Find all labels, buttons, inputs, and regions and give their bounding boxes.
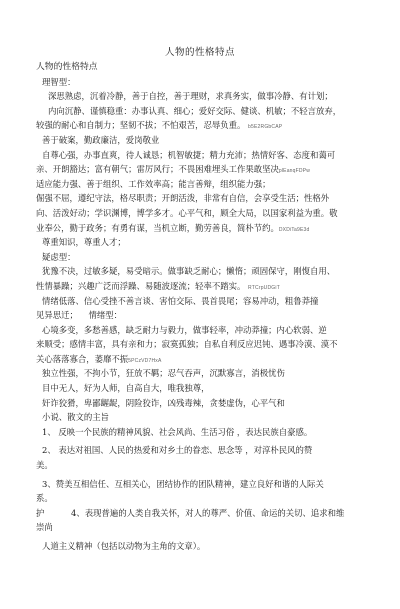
section-heading: 小说、散文的主旨 [42, 412, 109, 423]
text-segment: 亲、开朗豁达；富有朝气；雷厉风行；不畏困难埋头工作果敢坚决 [36, 164, 279, 175]
text-line [36, 221, 372, 236]
text-line: 犹豫不决，过敏多疑，易受暗示。做事缺乏耐心；懒惰；顽固保守，刚愎自用、 [42, 266, 336, 277]
text-line: 适应能力强、善于组织、工作效率高；能言善辩，组织能力强； [36, 178, 271, 189]
text-line [36, 352, 372, 367]
text-line [36, 279, 372, 294]
text-line [36, 118, 372, 133]
doc-title: 人物的性格特点 [164, 47, 235, 58]
text-line [36, 308, 372, 323]
text-line: 目中无人，好为人师，自高自大，唯我独尊， [42, 383, 210, 394]
section-heading: 情绪型： [88, 310, 123, 321]
theme-item-4 [36, 506, 372, 521]
noise-code: 5PCzVD7HxA [128, 357, 162, 364]
text-line: 深思熟虑，沉着冷静，善于自控，善于理财，求真务实，做事冷静、有计划； [48, 91, 333, 102]
text-line: 来顺受；感情丰富，具有亲和力；寂寞孤独；自私自利反应迟钝、遇事冷漠、漠不 [36, 339, 338, 350]
noise-code: DXDiTa9E3d [278, 226, 310, 233]
text-line: 向、活泼好动；学识渊博，博学多才。心平气和，顾全大局，以国家利益为重。敬 [36, 207, 338, 218]
text-segment: 业奉公，勤于政务；有勇有谋，当机立断，勤劳善良，简朴节约。 [36, 222, 279, 233]
text-line: 独立性强，不拘小节，狂放不羁；忍气吞声，沉默寡言，消极忧伤 [42, 368, 285, 379]
text-line: 奸诈狡猾，卑鄙龌龊，阴险狡诈，凶残毒辣，贪婪虚伪，心平气和 [42, 397, 285, 408]
doc-body [36, 60, 372, 554]
text-line: 自尊心强，办事直爽，待人诚恳；机智敏捷；精力充沛；热情好客、态度和蔼可 [42, 149, 336, 160]
theme-item-2: 2、 表达对祖国、人民的热爱和对乡土的眷恋、思念等 ，对淳朴民风的赞 [42, 445, 313, 456]
text-segment: 见异思迁； [36, 310, 78, 321]
theme-item-2-cont: 美。 [36, 460, 53, 471]
text-segment: 较强的耐心和自制力；坚韧不拔；不怕艰苦，忍辱负重。 [36, 120, 246, 131]
doc-subtitle: 人物的性格特点 [36, 62, 98, 72]
text-segment: 4、表现普遍的人类自我关怀，对人的尊严、价值、命运的关切、追求和维 [71, 507, 345, 518]
text-line [36, 162, 372, 177]
text-segment: 性情暴躁；兴趣广泛而浮躁、易随波逐流；轻率不踏实。 [36, 280, 246, 291]
section-heading: 疑虑型： [42, 251, 76, 262]
noise-code: RTCrpUDGiT [248, 284, 280, 291]
noise-code: b5E2RGbCAP [248, 124, 283, 131]
text-line: 情绪低落、信心受挫不善言谈、害怕交际、畏首畏尾；容易冲动，粗鲁莽撞 [42, 295, 319, 306]
noise-code: plEanqFDPw [278, 168, 311, 175]
theme-item-4-cont: 崇尚 [36, 522, 53, 533]
theme-item-3: 3、赞美互相信任、互相关心，团结协作的团队精神，建立良好和谐的人际关 [42, 478, 324, 489]
theme-item-3-cont: 系。 [36, 493, 53, 504]
section-heading: 尊重知识，尊重人才； [42, 237, 126, 248]
text-line: 内向沉静、谨慎稳重：办事认真、细心；爱好交际、健谈、机敏；不轻言放弃， [48, 105, 342, 116]
section-heading: 理智型： [42, 76, 76, 87]
text-segment: 关心落落寡合，萎靡不振 [36, 353, 129, 364]
theme-item-5: 人道主义精神（包括以动物为主角的文章）。 [42, 541, 206, 551]
text-line: 倔强不屈，遵纪守法，格尽职责；开朗活泼，非常有自信，会享受生活；性格外 [36, 193, 330, 204]
theme-item-1: 1、 反映一个民族的精神风貌、社会风尚、生活习俗 ，表达民族自豪感。 [42, 426, 313, 437]
section-heading: 善于破案，勤政廉洁，爱岗敬业 [42, 134, 160, 145]
text-segment: 护 [36, 507, 45, 518]
text-line: 心境多变，多愁善感，缺乏耐力与毅力，做事轻率，冲动莽撞；内心软弱、逆 [42, 324, 327, 335]
